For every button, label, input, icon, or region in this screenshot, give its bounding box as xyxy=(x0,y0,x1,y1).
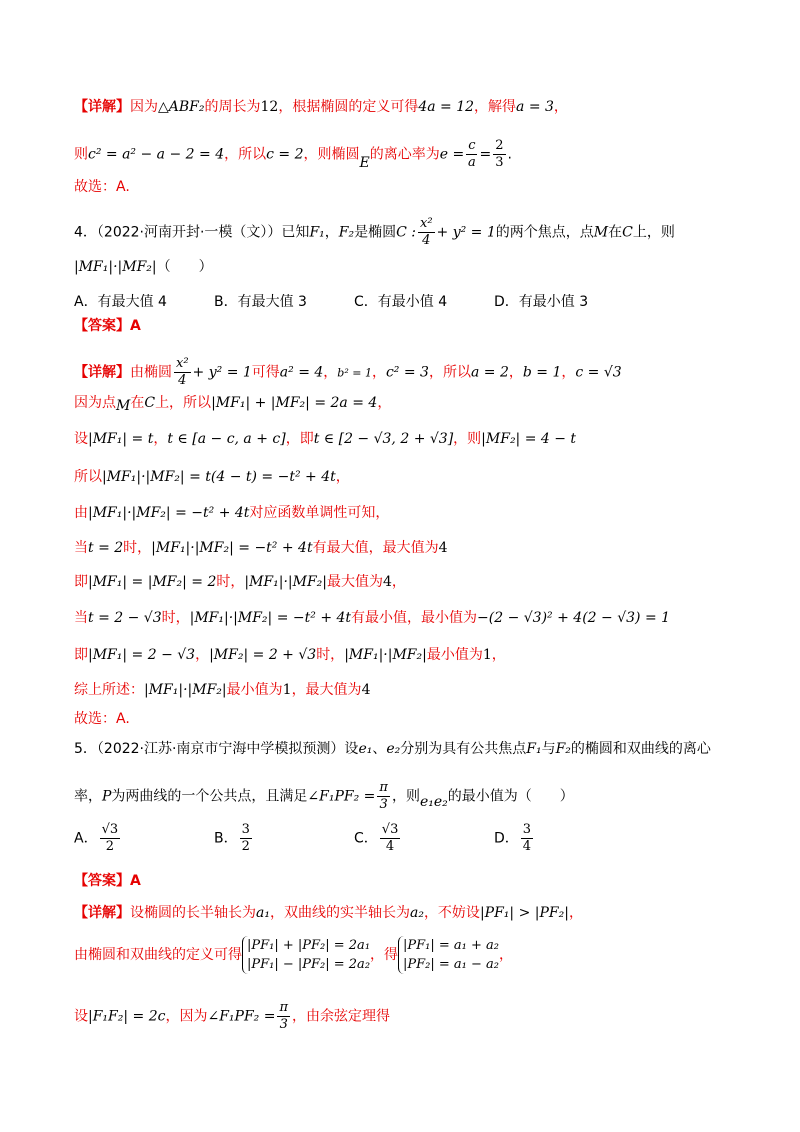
q4-detail-10: 综上所述：|MF₁|·|MF₂|最小值为1，最大值为4 xyxy=(74,682,371,698)
q4-stem-line2: |MF₁|·|MF₂|（ ） xyxy=(74,259,213,275)
q4-detail-6: 当t = 2时，|MF₁|·|MF₂| = −t² + 4t有最大值，最大值为4 xyxy=(74,540,448,556)
q4-detail-2: 因为点M在C上，所以|MF₁| + |MF₂| = 2a = 4， xyxy=(74,395,392,414)
q4-detail-7: 即|MF₁| = |MF₂| = 2时，|MF₁|·|MF₂|最大值为4， xyxy=(74,574,406,590)
sol3-choice: 故选：A. xyxy=(74,179,130,195)
q4-option-b: B．有最大值 3 xyxy=(214,294,307,310)
q4-choice: 故选：A. xyxy=(74,711,130,727)
q5-answer: 【答案】A xyxy=(74,873,141,889)
q5-stem: 5．（2022·江苏·南京市宁海中学模拟预测）设e₁、e₂分别为具有公共焦点F₁与F₂的椭圆和双曲线的离心 xyxy=(74,741,711,757)
fraction-pi-over-3: $\frac{\pi}{3}$ xyxy=(379,780,388,812)
sol3-line1: 【详解】因为△ABF₂的周长为12，根据椭圆的定义可得4a = 12，解得a = 3， xyxy=(74,99,568,115)
q4-detail-4: 所以|MF₁|·|MF₂| = t(4 − t) = −t² + 4t， xyxy=(74,469,350,485)
q4-detail-3: 设|MF₁| = t，t ∈ [a − c, a + c]，即t ∈ [2 − √3, 2 + √3]，则|MF₂| = 4 − t xyxy=(74,431,577,447)
fraction-c-over-a: $\frac{c}{a}$ xyxy=(467,138,476,170)
q5-detail-3: 设|F₁F₂| = 2c，因为∠F₁PF₂ = $\frac{\pi}{3}$ ，由余弦定理得 xyxy=(74,1000,390,1032)
q5-option-d: D． $\frac{3}{4}$ xyxy=(494,822,532,854)
q4-answer xyxy=(74,316,141,336)
q5-stem-line2: 率，P为两曲线的一个公共点，且满足∠F₁PF₂ = $\frac{\pi}{3}$ ，则e₁e₂的最小值为（ ） xyxy=(74,780,574,812)
equation-system-1: |PF₁| + |PF₂| = 2a₁ |PF₁| − |PF₂| = 2a₂ xyxy=(242,936,370,974)
q4-detail-1: 【详解】由椭圆 $\frac{\text{x²}}{4}$ + y² = 1可得a² = 4，b² = 1，c² = 3，所以a = 2，b = 1，c = √3 xyxy=(74,356,622,388)
q5-option-b: B． $\frac{3}{2}$ xyxy=(214,822,250,854)
q4-stem: 4．（2022·河南开封·一模（文））已知F₁，F₂是椭圆C : $\frac{\text{x²}}{4}$ + y² = 1的两个焦点，点M在C上，则 xyxy=(74,216,675,248)
q5-option-c: C． $\frac{√3}{4}$ xyxy=(354,822,399,854)
detail-tag: 【详解】 xyxy=(74,99,130,115)
q5-answer-value: A xyxy=(130,873,141,889)
q4-detail-5: 由|MF₁|·|MF₂| = −t² + 4t对应函数单调性可知， xyxy=(74,505,390,521)
q5-detail-2: 由椭圆和双曲线的定义可得 |PF₁| + |PF₂| = 2a₁ |PF₁| − |PF₂| = 2a₂ ，得 |PF₁| = a₁ + a₂ |PF₂| = a₁ − a₂ ， xyxy=(74,938,514,972)
q5-detail-1: 【详解】设椭圆的长半轴长为a₁，双曲线的实半轴长为a₂，不妨设|PF₁| > |PF₂|， xyxy=(74,905,583,921)
q4-answer-value: A xyxy=(130,318,141,334)
q4-option-d: D．有最小值 3 xyxy=(494,294,589,310)
q4-detail-9: 即|MF₁| = 2 − √3，|MF₂| = 2 + √3时，|MF₁|·|MF₂|最小值为1， xyxy=(74,647,506,663)
q4-option-c: C．有最小值 4 xyxy=(354,294,448,310)
answer-tag: 【答案】 xyxy=(74,318,130,334)
q5-option-a: A． $\frac{√3}{2}$ xyxy=(74,822,119,854)
equation-system-2: |PF₁| = a₁ + a₂ |PF₂| = a₁ − a₂ xyxy=(398,936,499,974)
fraction-x2-over-4: $\frac{\text{x²}}{4}$ xyxy=(419,216,433,248)
sol3-line2: 则c² = a² − a − 2 = 4，所以c = 2，则椭圆E的离心率为e = $\frac{c}{a}$ = $\frac{2}{3}$ . xyxy=(74,138,512,171)
q4-option-a: A．有最大值 4 xyxy=(74,294,167,310)
fraction-two-thirds: $\frac{2}{3}$ xyxy=(495,138,504,170)
q4-detail-8: 当t = 2 − √3时，|MF₁|·|MF₂| = −t² + 4t有最小值，最小值为−(2 − √3)² + 4(2 − √3) = 1 xyxy=(74,610,671,626)
